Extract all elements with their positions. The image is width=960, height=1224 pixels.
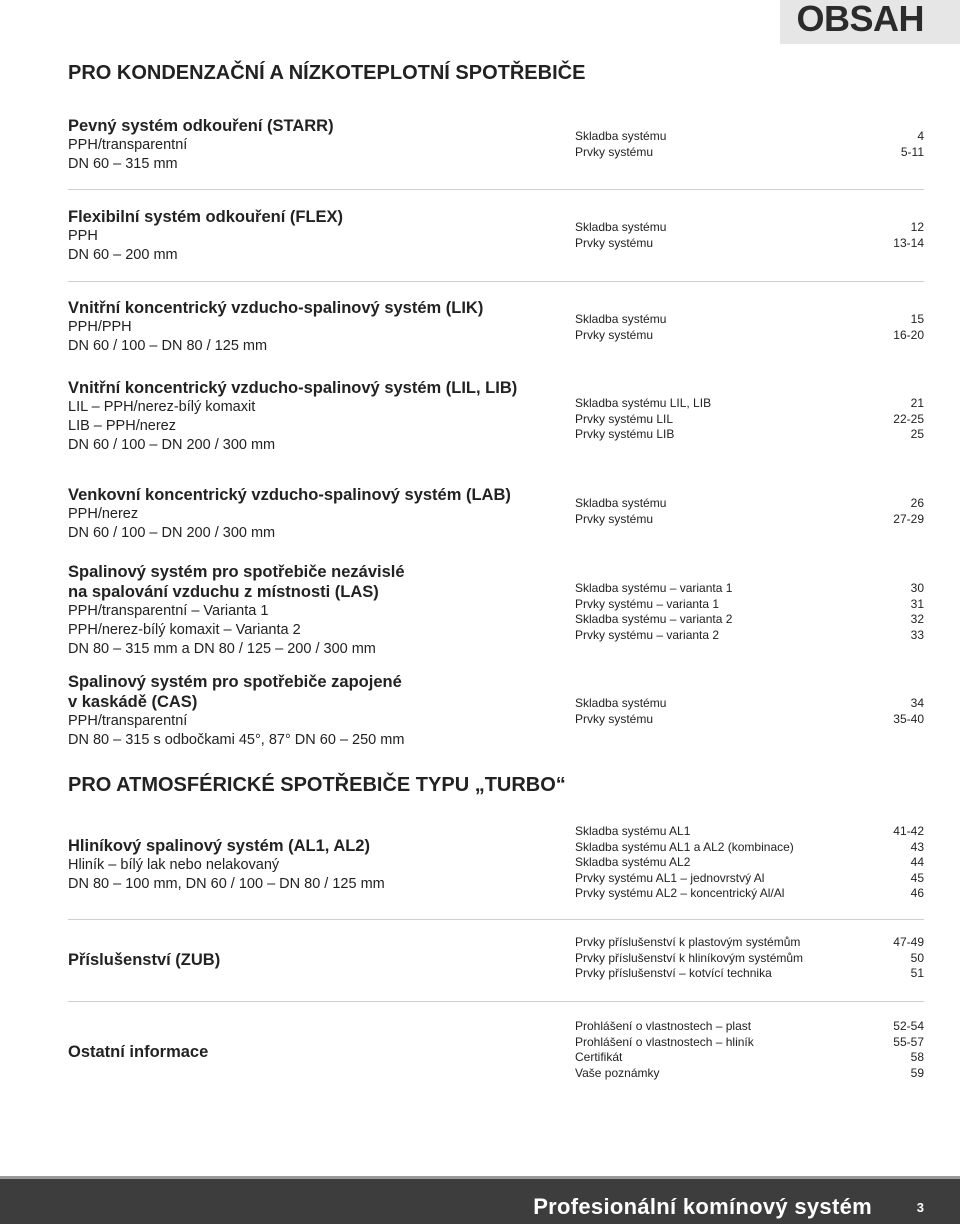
heading-condensing: PRO KONDENZAČNÍ A NÍZKOTEPLOTNÍ SPOTŘEBIČE [68,62,586,84]
toc-entry[interactable] [575,412,924,428]
toc-entry-page: 59 [910,1065,924,1080]
toc-entry[interactable] [575,129,924,145]
section-title: Flexibilní systém odkouření (FLEX) [68,208,344,226]
page-title: OBSAH [796,0,924,39]
toc-entry-page: 31 [910,596,924,611]
section-line: PPH/nerez [68,506,139,522]
toc-entry[interactable] [575,427,924,443]
section-line: PPH/transparentní [68,137,188,153]
toc-entry-label: Skladba systému AL1 [575,824,691,838]
toc-entry[interactable] [575,612,924,628]
section-description [68,836,568,894]
footer-brand: Profesionální komínový systém [533,1194,872,1219]
section-title: Příslušenství (ZUB) [68,951,221,969]
toc-entry-label: Prvky příslušenství – kotvící technika [575,966,772,980]
toc-entry-label: Prohlášení o vlastnostech – hliník [575,1034,754,1049]
toc-entry[interactable] [575,1035,924,1051]
section-description [68,116,568,174]
toc-entry-page: 41-42 [893,824,924,838]
toc-entry-label: Skladba systému [575,129,667,143]
toc-entry[interactable] [575,220,924,236]
toc-entry-page: 55-57 [893,1034,924,1049]
toc-entry-page: 25 [910,427,924,441]
section-toc-entries [575,824,924,902]
toc-entry[interactable] [575,396,924,412]
toc-entry-label: Prvky systému [575,711,654,726]
section-toc-entries [575,312,924,343]
toc-entry[interactable] [575,712,924,728]
section-toc-entries [575,396,924,443]
section-line: DN 60 – 200 mm [68,247,178,263]
toc-entry-page: 35-40 [893,711,924,726]
footer-page-number: 3 [916,1200,924,1215]
toc-entry-page: 34 [910,696,924,710]
toc-entry-page: 51 [910,966,924,980]
section-toc-entries [575,696,924,727]
toc-entry-label: Skladba systému [575,220,667,234]
toc-entry-label: Vaše poznámky [575,1065,660,1080]
section-title: Vnitřní koncentrický vzducho-spalinový systém (LIL, LIB) [68,379,518,397]
toc-entry-page: 33 [910,627,924,642]
section-toc-entries [575,581,924,643]
toc-entry[interactable] [575,328,924,344]
section-line: PPH [68,228,98,244]
toc-entry-label: Prvky systému [575,144,654,159]
section-line: PPH/PPH [68,319,132,335]
toc-entry-label: Certifikát [575,1050,623,1064]
toc-entry[interactable] [575,236,924,252]
toc-entry-label: Prvky systému [575,235,654,250]
toc-entry-page: 5-11 [900,144,924,159]
section-divider [68,189,924,190]
toc-entry-label: Skladba systému – varianta 1 [575,581,733,595]
toc-entry[interactable] [575,696,924,712]
section-toc-entries [575,496,924,527]
toc-entry-label: Prvky systému [575,327,654,342]
toc-entry[interactable] [575,581,924,597]
section-title: Vnitřní koncentrický vzducho-spalinový systém (LIK) [68,299,484,317]
toc-entry-page: 13-14 [893,235,924,250]
section-description [68,378,568,455]
section-divider [68,919,924,920]
toc-entry[interactable] [575,935,924,951]
toc-entry-page: 45 [910,870,924,885]
section-line: PPH/transparentní [68,713,188,729]
toc-entry-page: 58 [910,1050,924,1064]
toc-entry[interactable] [575,951,924,967]
toc-entry[interactable] [575,840,924,856]
section-description [68,950,568,970]
section-line: LIB – PPH/nerez [68,418,176,434]
section-line: PPH/transparentní – Varianta 1 [68,603,269,619]
toc-entry-page: 15 [910,312,924,326]
section-toc-entries [575,1019,924,1081]
toc-entry-label: Prvky systému [575,511,654,526]
section-line: Hliník – bílý lak nebo nelakovaný [68,857,280,873]
toc-entry-page: 12 [910,220,924,234]
toc-entry-label: Prvky systému AL2 – koncentrický Al/Al [575,886,785,900]
toc-entry[interactable] [575,312,924,328]
toc-entry-label: Skladba systému LIL, LIB [575,396,712,410]
section-line: DN 60 / 100 – DN 200 / 300 mm [68,525,276,541]
toc-entry[interactable] [575,1066,924,1082]
toc-entry[interactable] [575,886,924,902]
toc-entry[interactable] [575,512,924,528]
section-toc-entries [575,935,924,982]
section-divider [68,1001,924,1002]
toc-entry-label: Skladba systému – varianta 2 [575,612,733,626]
toc-entry[interactable] [575,628,924,644]
toc-entry-page: 50 [910,950,924,965]
toc-entry-page: 46 [910,886,924,900]
toc-entry[interactable] [575,966,924,982]
section-toc-entries [575,129,924,160]
section-line: LIL – PPH/nerez-bílý komaxit [68,399,256,415]
toc-entry-page: 22-25 [893,411,924,426]
section-divider [68,281,924,282]
section-description [68,485,568,543]
toc-entry[interactable] [575,1019,924,1035]
section-description [68,207,568,265]
toc-entry[interactable] [575,855,924,871]
toc-entry-label: Prohlášení o vlastnostech – plast [575,1019,752,1033]
section-line: DN 80 – 100 mm, DN 60 / 100 – DN 80 / 125 mm [68,876,385,892]
section-description [68,672,568,750]
toc-entry[interactable] [575,824,924,840]
toc-entry-page: 52-54 [893,1019,924,1033]
toc-entry-page: 16-20 [893,327,924,342]
toc-entry-label: Prvky systému – varianta 2 [575,627,720,642]
heading-atmospheric: PRO ATMOSFÉRICKÉ SPOTŘEBIČE TYPU „TURBO“ [68,774,566,796]
toc-entry-label: Skladba systému AL2 [575,855,691,869]
toc-entry-page: 4 [917,129,924,143]
section-line: DN 80 – 315 s odbočkami 45°, 87° DN 60 – 250 mm [68,732,405,748]
section-line: DN 60 / 100 – DN 200 / 300 mm [68,437,276,453]
section-title: Pevný systém odkouření (STARR) [68,117,334,135]
toc-entry[interactable] [575,1050,924,1066]
toc-entry-page: 21 [910,396,924,410]
toc-entry-label: Prvky systému AL1 – jednovrstvý Al [575,870,765,885]
toc-entry-label: Skladba systému [575,312,667,326]
section-title: Spalinový systém pro spotřebiče nezávislé [68,563,405,581]
toc-entry[interactable] [575,496,924,512]
toc-entry-label: Prvky příslušenství k hliníkovým systémům [575,950,804,965]
toc-entry[interactable] [575,871,924,887]
section-title: v kaskádě (CAS) [68,693,198,711]
section-title: Venkovní koncentrický vzducho-spalinový systém (LAB) [68,486,511,504]
section-line: PPH/nerez-bílý komaxit – Varianta 2 [68,622,301,638]
section-description [68,298,568,356]
toc-entry-page: 32 [910,612,924,626]
toc-entry[interactable] [575,145,924,161]
toc-entry-page: 47-49 [893,935,924,949]
section-line: DN 60 – 315 mm [68,156,178,172]
toc-entry-page: 43 [910,839,924,854]
section-description [68,562,568,659]
toc-entry-label: Skladba systému [575,496,667,510]
toc-entry-label: Prvky systému LIB [575,427,675,441]
section-title: na spalování vzduchu z místnosti (LAS) [68,583,379,601]
toc-entry[interactable] [575,597,924,613]
toc-entry-page: 26 [910,496,924,510]
toc-entry-page: 27-29 [893,511,924,526]
section-title: Spalinový systém pro spotřebiče zapojené [68,673,402,691]
toc-entry-label: Skladba systému [575,696,667,710]
toc-entry-label: Prvky příslušenství k plastovým systémům [575,935,801,949]
toc-entry-label: Prvky systému – varianta 1 [575,596,720,611]
section-description [68,1042,568,1062]
section-title: Ostatní informace [68,1043,209,1061]
toc-entry-page: 30 [910,581,924,595]
toc-entry-label: Prvky systému LIL [575,411,674,426]
toc-entry-label: Skladba systému AL1 a AL2 (kombinace) [575,839,794,854]
section-title: Hliníkový spalinový systém (AL1, AL2) [68,837,370,855]
section-toc-entries [575,220,924,251]
section-line: DN 80 – 315 mm a DN 80 / 125 – 200 / 300 mm [68,641,376,657]
toc-entry-page: 44 [910,855,924,869]
section-line: DN 60 / 100 – DN 80 / 125 mm [68,338,268,354]
